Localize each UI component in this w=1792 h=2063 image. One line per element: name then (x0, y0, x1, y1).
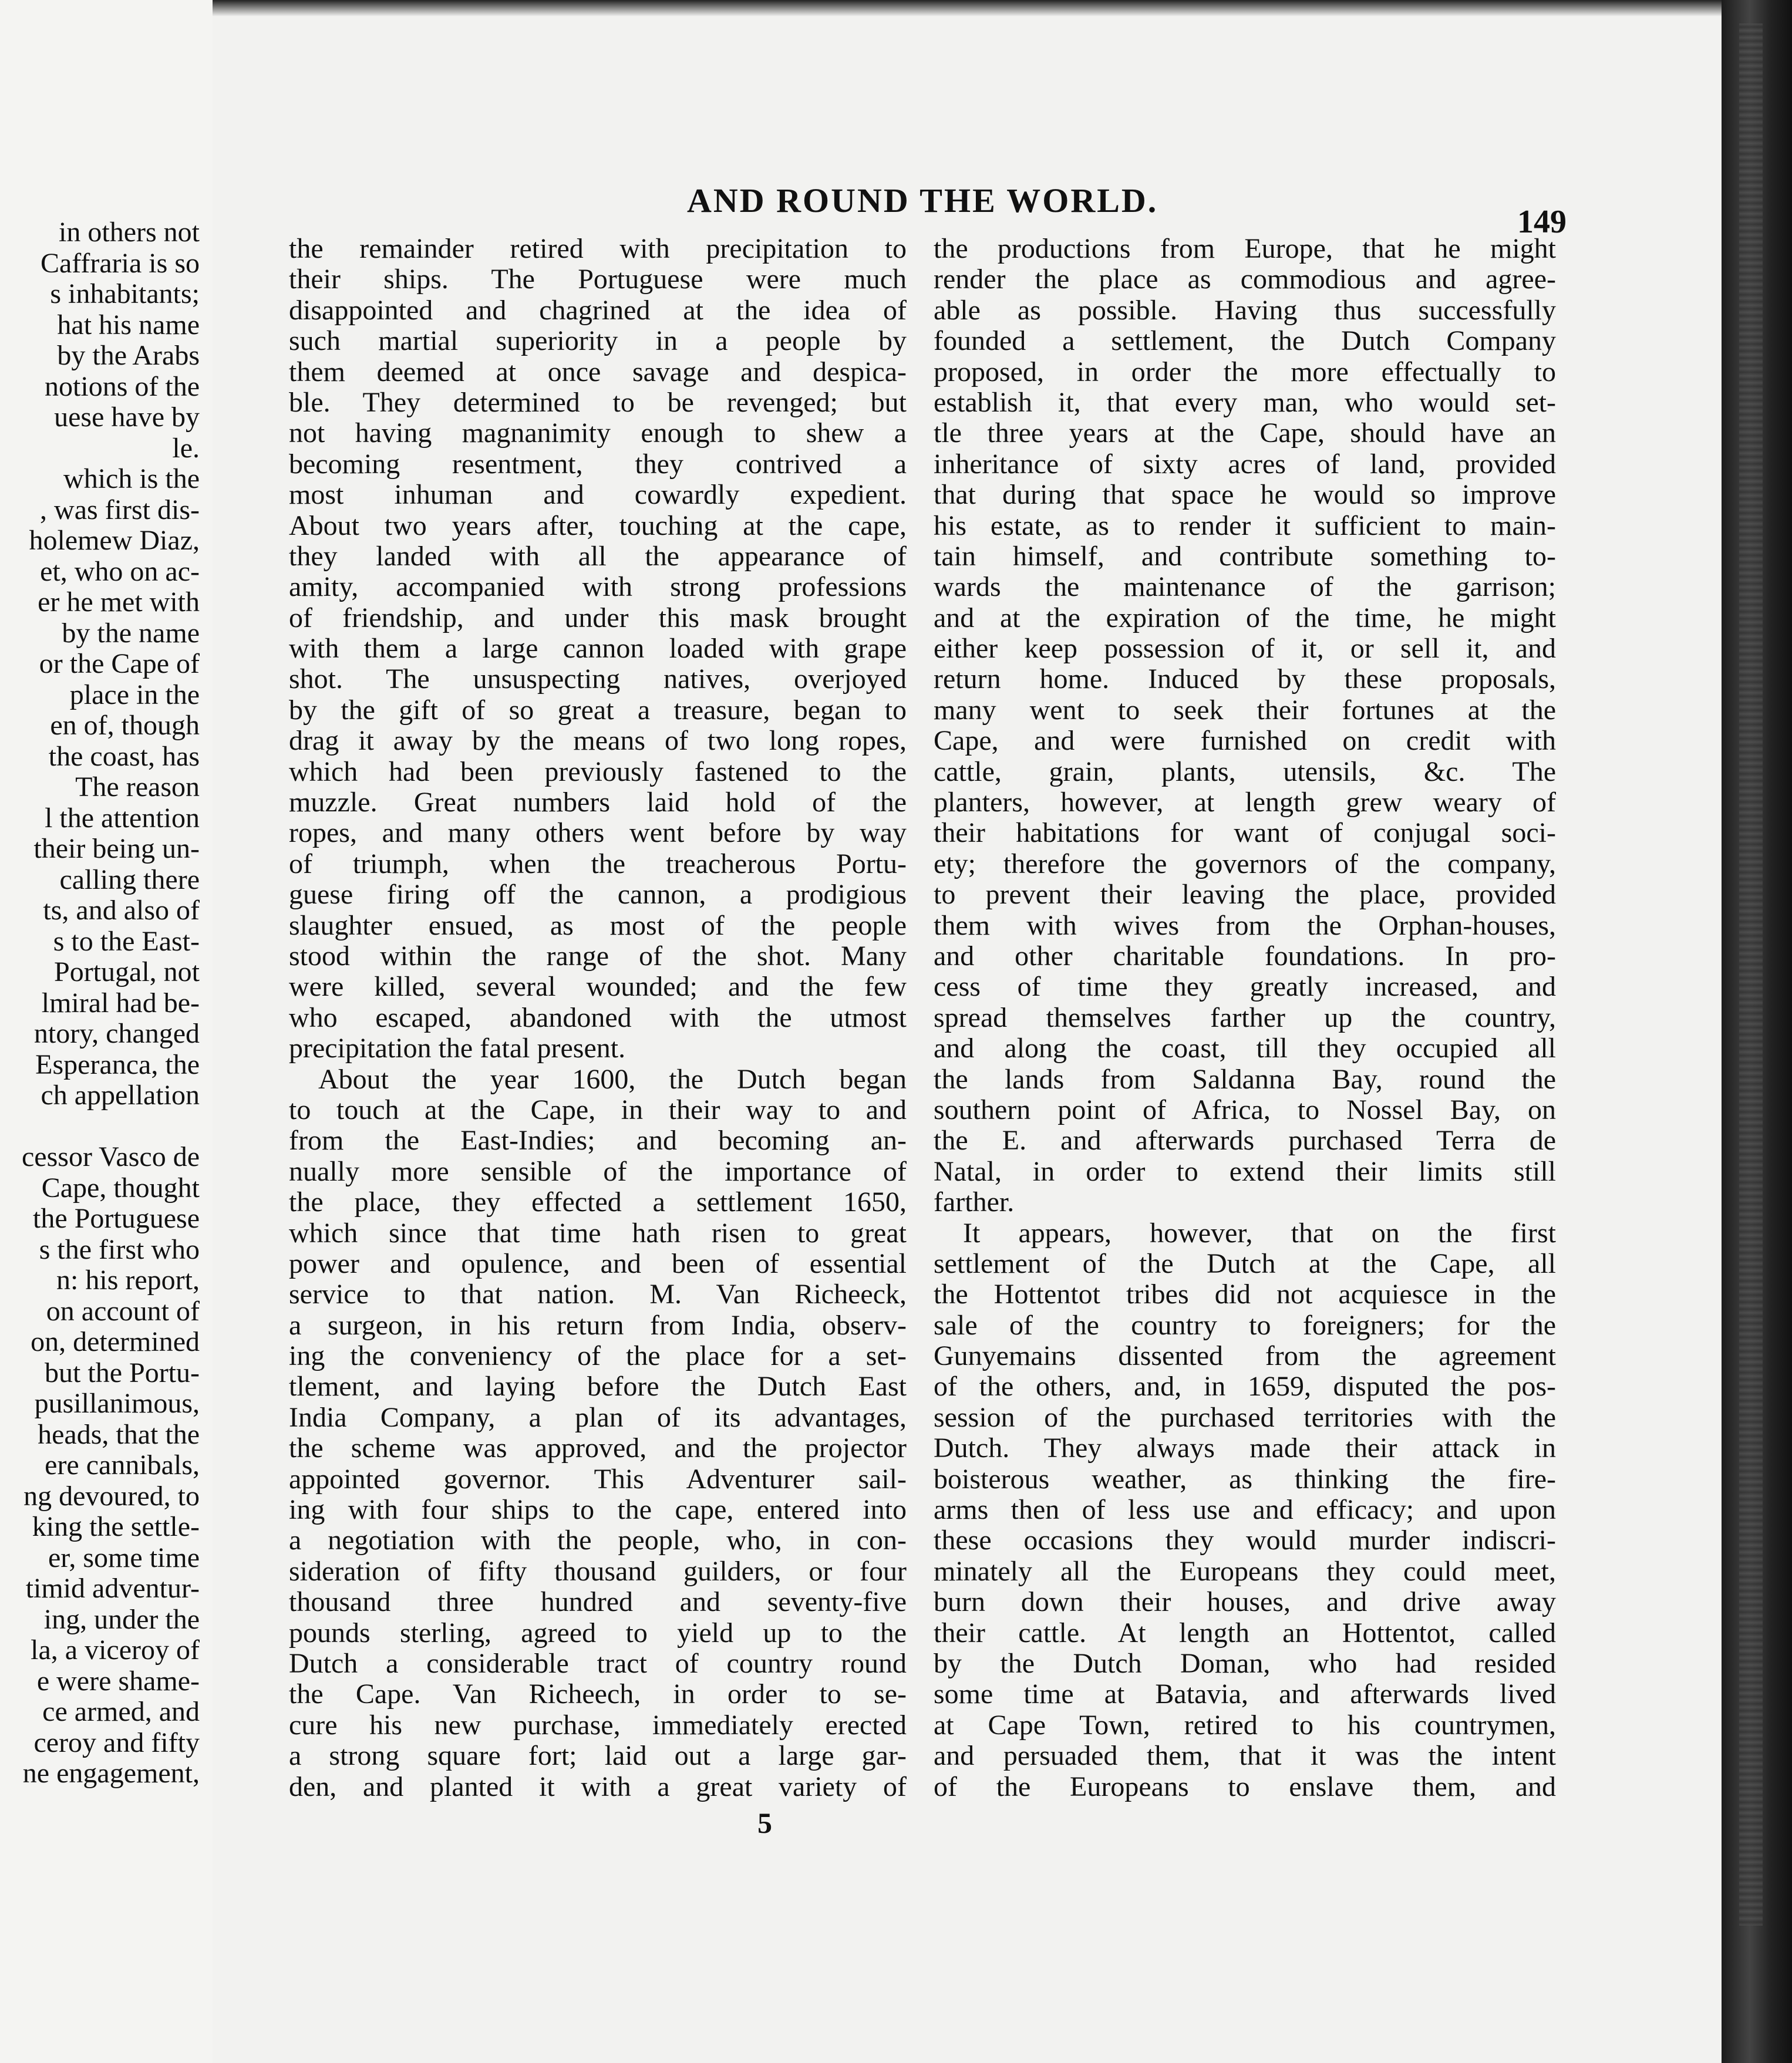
text-line: planters, however, at length grew weary of (934, 787, 1556, 818)
text-line: holemew Diaz, (29, 525, 200, 556)
text-line: most inhuman and cowardly expedient. (289, 480, 907, 511)
text-line: them with wives from the Orphan-houses, (934, 910, 1556, 941)
text-line: et, who on ac- (40, 555, 200, 587)
text-line: heads, that the (38, 1418, 200, 1450)
text-line: notions of the (45, 370, 200, 402)
text-line: ne engagement, (22, 1758, 200, 1789)
text-line: such martial superiority in a people by (289, 326, 907, 357)
text-line: their being un- (33, 833, 200, 864)
text-line: their cattle. At length an Hottentot, called (934, 1617, 1556, 1649)
text-line: ropes, and many others went before by way (289, 818, 907, 849)
text-line: slaughter ensued, as most of the people (289, 910, 907, 941)
text-line: and at the expiration of the time, he might (934, 602, 1556, 633)
text-line: cure his new purchase, immediately erected (289, 1710, 907, 1741)
running-head: AND ROUND THE WORLD. (687, 181, 1158, 220)
text-line: on, determined (31, 1326, 200, 1357)
text-line: them deemed at once savage and despica- (289, 356, 907, 387)
text-line: hat his name (57, 309, 200, 341)
text-line: India Company, a plan of its advantages, (289, 1402, 907, 1433)
text-line: his estate, as to render it sufficient to main- (934, 510, 1556, 541)
text-line: Gunyemains dissented from the agreement (934, 1341, 1556, 1372)
text-line: of the Europeans to enslave them, and (934, 1771, 1556, 1802)
text-line: by the Arabs (57, 340, 200, 371)
text-line: nually more sensible of the importance of (289, 1156, 907, 1187)
text-line: but the Portu- (45, 1357, 200, 1388)
text-line: a surgeon, in his return from India, observ- (289, 1310, 907, 1341)
text-line: guese firing off the cannon, a prodigious (289, 879, 907, 911)
page-number: 149 (1517, 204, 1567, 240)
text-line: muzzle. Great numbers laid hold of the (289, 787, 907, 818)
text-line: becoming resentment, they contrived a (289, 449, 907, 480)
text-line: cess of time they greatly increased, and (934, 972, 1556, 1003)
text-line: the productions from Europe, that he might (934, 234, 1556, 264)
text-line: their ships. The Portuguese were much (289, 264, 907, 295)
text-line: drag it away by the means of two long ropes, (289, 726, 907, 757)
text-line: Natal, in order to extend their limits still (934, 1156, 1556, 1187)
text-line: farther. (934, 1187, 1015, 1218)
text-line: many went to seek their fortunes at the (934, 695, 1556, 726)
text-line: n: his report, (56, 1265, 200, 1296)
text-line: cattle, grain, plants, utensils, &c. The (934, 756, 1556, 787)
book-page (213, 0, 1722, 2063)
text-line: of the others, and, in 1659, disputed the pos- (934, 1371, 1556, 1403)
text-line: sale of the country to foreigners; for the (934, 1310, 1556, 1341)
text-line: the Cape. Van Richeech, in order to se- (289, 1679, 907, 1710)
text-line: a negotiation with the people, who, in con- (289, 1525, 907, 1556)
text-line: settlement of the Dutch at the Cape, all (934, 1248, 1556, 1279)
text-line: stood within the range of the shot. Many (289, 941, 907, 972)
text-line: boisterous weather, as thinking the fire- (934, 1464, 1556, 1495)
text-line: uese have by (54, 402, 200, 433)
text-line: service to that nation. M. Van Richeeck, (289, 1279, 907, 1310)
text-line: burn down their houses, and drive away (934, 1587, 1556, 1618)
text-line: the Portuguese (33, 1203, 200, 1234)
text-line: a strong square fort; laid out a large gar- (289, 1741, 907, 1772)
text-line: power and opulence, and been of essential (289, 1248, 907, 1279)
text-line: inheritance of sixty acres of land, provided (934, 449, 1556, 480)
text-column-left (289, 234, 907, 1802)
text-line: they landed with all the appearance of (289, 541, 907, 572)
text-line: ch appellation (41, 1080, 200, 1111)
text-line: pusillanimous, (34, 1388, 200, 1419)
text-line: some time at Batavia, and afterwards lived (934, 1679, 1556, 1710)
text-line: the remainder retired with precipitation to (289, 234, 907, 264)
text-line: ing with four ships to the cape, entered into (289, 1495, 907, 1526)
text-line: to prevent their leaving the place, provided (934, 879, 1556, 911)
text-line: or the Cape of (39, 648, 200, 679)
text-line: amity, accompanied with strong professions (289, 572, 907, 603)
text-line: to touch at the Cape, in their way to and (289, 1094, 907, 1125)
text-line: Caffraria is so (40, 247, 200, 279)
text-line: Cape, and were furnished on credit with (934, 726, 1556, 757)
text-line: on account of (46, 1295, 200, 1327)
text-line: that during that space he would so improve (934, 480, 1556, 511)
text-line: minately all the Europeans they could meet, (934, 1556, 1556, 1587)
text-line: About the year 1600, the Dutch began (318, 1064, 907, 1095)
text-line: the Hottentot tribes did not acquiesce in the (934, 1279, 1556, 1310)
text-line: ing, under the (43, 1603, 200, 1635)
text-line: the scheme was approved, and the projector (289, 1433, 907, 1464)
text-line: le. (172, 432, 200, 464)
text-line: render the place as commodious and agree- (934, 264, 1556, 295)
text-line: Esperanca, the (35, 1049, 200, 1080)
text-line: disappointed and chagrined at the idea of (289, 295, 907, 326)
text-line: ety; therefore the governors of the company, (934, 848, 1556, 879)
text-line: er, some time (48, 1542, 200, 1573)
text-line: cessor Vasco de (21, 1141, 200, 1172)
text-line: tain himself, and contribute something to- (934, 541, 1556, 572)
text-line: calling there (59, 864, 200, 895)
text-line: timid adventur- (25, 1573, 200, 1604)
text-line: by the Dutch Doman, who had resided (934, 1648, 1556, 1679)
page-top-shadow (213, 0, 1722, 16)
text-line: shot. The unsuspecting natives, overjoyed (289, 664, 907, 695)
text-line: the coast, has (48, 740, 200, 772)
text-line: founded a settlement, the Dutch Company (934, 326, 1556, 357)
text-line: which had been previously fastened to the (289, 756, 907, 787)
text-line: establish it, that every man, who would set- (934, 387, 1556, 418)
text-line: e were shame- (36, 1665, 200, 1697)
text-line: sideration of fifty thousand guilders, or four (289, 1556, 907, 1587)
text-line: of friendship, and under this mask brought (289, 602, 907, 633)
text-line: with them a large cannon loaded with grape (289, 633, 907, 665)
text-line: at Cape Town, retired to his countrymen, (934, 1710, 1556, 1741)
facing-page-text (0, 217, 200, 1789)
text-line: and along the coast, till they occupied all (934, 1033, 1556, 1064)
text-line: l the attention (45, 802, 200, 834)
text-line: southern point of Africa, to Nossel Bay, on (934, 1094, 1556, 1125)
text-line: ere cannibals, (45, 1450, 200, 1481)
text-line: which since that time hath risen to great (289, 1218, 907, 1249)
text-line: , was first dis- (40, 494, 200, 525)
text-line: in others not (59, 217, 200, 248)
text-line: who escaped, abandoned with the utmost (289, 1002, 907, 1033)
text-line: proposed, in order the more effectually to (934, 356, 1556, 387)
text-line: the place, they effected a settlement 1650, (289, 1187, 907, 1218)
text-line: ng devoured, to (23, 1480, 200, 1512)
text-line: The reason (75, 771, 200, 803)
text-line: en of, though (50, 710, 200, 741)
text-line: the E. and afterwards purchased Terra de (934, 1125, 1556, 1157)
text-line: which is the (63, 463, 200, 494)
text-line: About two years after, touching at the cape, (289, 510, 907, 541)
text-line: pounds sterling, agreed to yield up to the (289, 1617, 907, 1649)
text-line: were killed, several wounded; and the few (289, 972, 907, 1003)
text-line: not having magnanimity enough to shew a (289, 418, 907, 449)
text-line: la, a viceroy of (31, 1634, 200, 1666)
text-line: spread themselves farther up the country, (934, 1002, 1556, 1033)
text-line: able as possible. Having thus successfully (934, 295, 1556, 326)
text-line: ing the conveniency of the place for a set- (289, 1341, 907, 1372)
text-line: arms then of less use and efficacy; and upon (934, 1495, 1556, 1526)
facing-page-fragment (0, 0, 213, 2063)
text-line: thousand three hundred and seventy-five (289, 1587, 907, 1618)
text-line: precipitation the fatal present. (289, 1033, 626, 1064)
text-line: these occasions they would murder indiscri- (934, 1525, 1556, 1556)
signature-mark: 5 (757, 1806, 772, 1839)
text-line: den, and planted it with a great variety of (289, 1771, 907, 1802)
text-column-right (934, 234, 1556, 1802)
text-line: king the settle- (32, 1511, 200, 1542)
text-line: ce armed, and (42, 1696, 200, 1727)
text-line: tlement, and laying before the Dutch East (289, 1371, 907, 1403)
text-line: s to the East- (53, 925, 200, 957)
text-line: tle three years at the Cape, should have an (934, 418, 1556, 449)
text-line: from the East-Indies; and becoming an- (289, 1125, 907, 1157)
text-line: Portugal, not (54, 956, 200, 987)
text-line: appointed governor. This Adventurer sail- (289, 1464, 907, 1495)
text-line: ts, and also of (43, 895, 200, 926)
text-line: Dutch a considerable tract of country round (289, 1648, 907, 1679)
text-line: er he met with (38, 586, 200, 618)
text-line: return home. Induced by these proposals, (934, 664, 1556, 695)
text-line (0, 1111, 200, 1142)
text-line: session of the purchased territories with the (934, 1402, 1556, 1433)
text-line: by the gift of so great a treasure, began to (289, 695, 907, 726)
text-line: Dutch. They always made their attack in (934, 1433, 1556, 1464)
page-stack-edge (1739, 23, 1763, 1926)
text-line: the lands from Saldanna Bay, round the (934, 1064, 1556, 1095)
text-line: either keep possession of it, or sell it, and (934, 633, 1556, 665)
text-line: s the first who (39, 1233, 200, 1265)
text-line: lmiral had be- (41, 987, 200, 1019)
text-line: ble. They determined to be revenged; but (289, 387, 907, 418)
text-line: s inhabitants; (50, 278, 200, 309)
text-line: Cape, thought (41, 1172, 200, 1204)
text-line: and other charitable foundations. In pro- (934, 941, 1556, 972)
text-line: and persuaded them, that it was the intent (934, 1741, 1556, 1772)
text-line: place in the (69, 679, 200, 710)
text-line: It appears, however, that on the first (963, 1218, 1556, 1249)
text-line: wards the maintenance of the garrison; (934, 572, 1556, 603)
book-fore-edge (1722, 0, 1792, 2063)
text-line: ntory, changed (33, 1018, 200, 1049)
text-line: of triumph, when the treacherous Portu- (289, 848, 907, 879)
text-line: their habitations for want of conjugal soci- (934, 818, 1556, 849)
text-line: ceroy and fifty (33, 1727, 200, 1758)
text-line: by the name (62, 617, 200, 649)
